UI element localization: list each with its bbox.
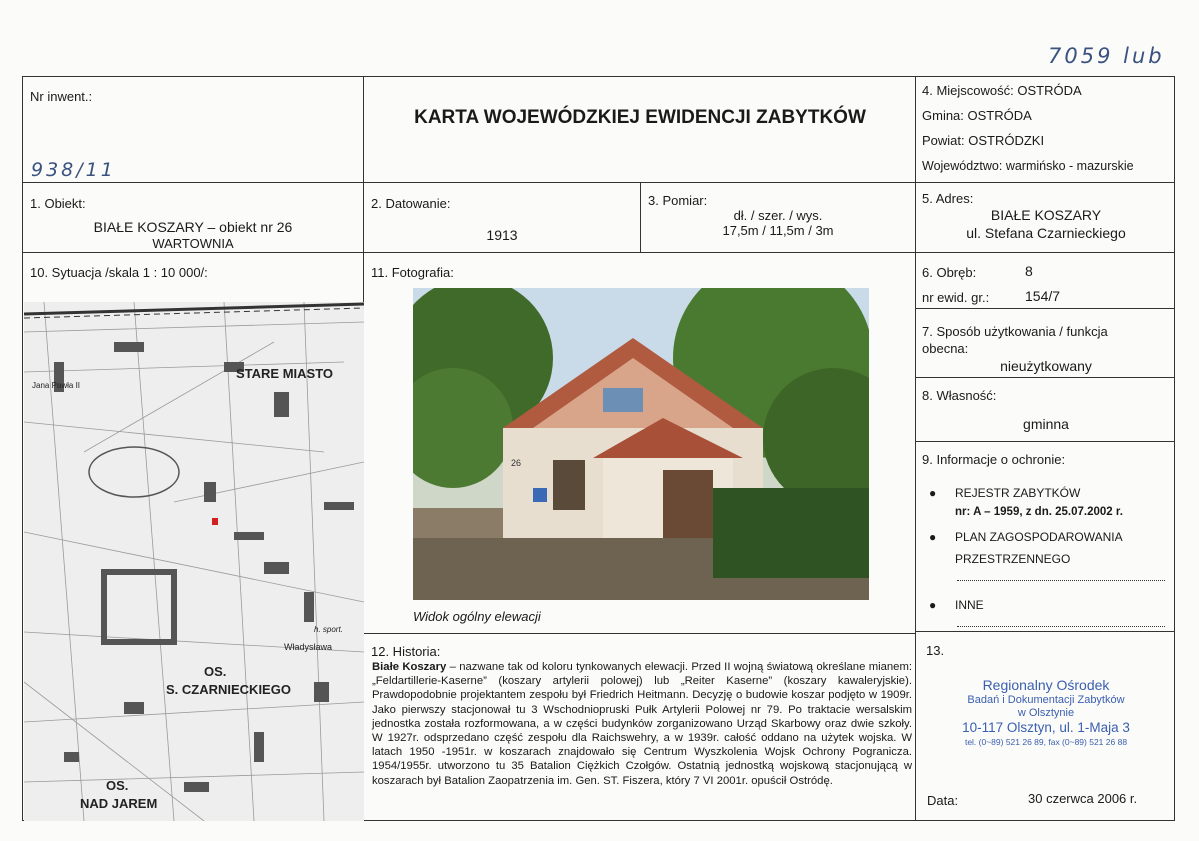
usage-label: 7. Sposób użytkowania / funkcja [922,324,1108,339]
map-drawing [24,302,364,821]
photo-label: 11. Fotografia: [371,265,454,280]
commune: Gmina: OSTRÓDA [922,108,1032,123]
map-label-district1: OS. [204,664,227,679]
register-label: REJESTR ZABYTKÓW [955,486,1081,500]
dating-value: 1913 [486,227,518,243]
section13-label: 13. [926,643,945,658]
other-label: INNE [955,598,984,612]
bullet-other: ● [929,598,937,612]
plot-label: nr ewid. gr.: [922,290,990,305]
address-line1: BIAŁE KOSZARY [990,207,1102,223]
object-location-marker [212,518,218,525]
map-label-sport: h. sport. [314,625,343,634]
date-label: Data: [927,793,959,808]
map-label-district2b: NAD JAREM [80,796,158,811]
row-divider [23,182,1175,183]
precinct-label: 6. Obręb: [922,265,977,280]
bullet-register: ● [929,486,937,500]
locality: 4. Miejscowość: OSTRÓDA [922,83,1082,98]
object-label: 1. Obiekt: [30,196,86,211]
row-divider [915,377,1175,378]
precinct-value: 8 [1025,263,1033,279]
card-title: KARTA WOJEWÓDZKIEJ EWIDENCJI ZABYTKÓW [414,107,866,128]
column-divider [915,77,916,821]
stamp-line2: Badań i Dokumentacji Zabytków [967,694,1125,706]
row-divider [23,252,1175,253]
history-body: – nazwane tak od koloru tynkowanych elewacji. Przed II wojną światową określane mianem: „Feldartillerie-Kaserne” (koszary artylerii polowej) lub „Reiter Kaserne” (koszary kawaleryjskie). Prawdopodobnie projektantem zespołu był Friedrich Heitmann. Decyzję o budowie koszar podjęto w 1909r. Jako pierwszy stacjonował tu 3 Wschodniopruski Pułk Artylerii Polowej nr 79. Po traktacie wersalskim jednostka została rozformowana, a w części budynków zorganizowano Urząd Skarbowy oraz dwie szkoły. W 1927r. odsprzedano część zespołu dla Raichswehry, a w 1939r. całość oddano na użytek wojska. W latach 1950 -1951r. w koszarach znajdowało się Centrum Wyszkolenia Wojsk Ochrony Pogranicza. 1954/1955r. utworzono tu 35 Batalion Ciężkich Czołgów. Ostatnią jednostką wojskową stacjonującą w koszarach był Batalion Zaopatrzenia im. Gen. ST. Fiszera, który 7 VI 2001r. opuścił Ostródę. [372,661,913,787]
measurement-label: 3. Pomiar: [648,193,708,208]
stamp-line4: 10-117 Olsztyn, ul. 1-Maja 3 [962,720,1130,735]
usage-value: nieużytkowany [1000,358,1092,374]
ownership-value: gminna [1023,416,1069,432]
building-photograph [413,288,869,600]
photo-building-number: 26 [511,458,522,468]
row-divider [915,308,1175,309]
date-value: 30 czerwca 2006 r. [1028,791,1138,806]
map-label-street1: Władysława [284,642,333,652]
plan-dotted-line [957,580,1165,581]
row-divider [363,633,915,634]
map-label-old-town: STARE MIASTO [236,366,334,381]
plan-label-2: PRZESTRZENNEGO [955,552,1071,566]
object-subname: WARTOWNIA [152,236,234,251]
page-number-handwritten: 7059 lub [1048,44,1165,68]
county: Powiat: OSTRÓDZKI [922,133,1045,148]
row-divider [915,441,1175,442]
map-label-street2: Jana Pawła II [32,381,81,390]
measurement-value: 17,5m / 11,5m / 3m [722,223,834,238]
plot-value: 154/7 [1025,288,1061,304]
row-divider [915,631,1175,632]
voivodeship: Województwo: warmińsko - mazurskie [922,159,1134,173]
other-dotted-line [957,626,1165,627]
history-text [372,660,912,788]
map-label-district2: OS. [106,778,129,793]
history-label: 12. Historia: [371,644,441,659]
measurement-header: dł. / szer. / wys. [733,208,823,223]
usage-label-2: obecna: [922,341,969,356]
dating-label: 2. Datowanie: [371,196,451,211]
inventory-label: Nr inwent.: [30,89,93,104]
history-lead: Białe Koszary [372,661,447,673]
stamp-line1: Regionalny Ośrodek [982,677,1110,693]
object-name: BIAŁE KOSZARY – obiekt nr 26 [93,219,293,235]
address-line2: ul. Stefana Czarnieckiego [966,225,1126,241]
heritage-record-card [22,76,1175,821]
ownership-label: 8. Własność: [922,388,997,403]
institution-stamp [931,677,1161,748]
protection-label: 9. Informacje o ochronie: [922,452,1066,467]
plan-label-1: PLAN ZAGOSPODAROWANIA [955,530,1123,544]
map-label-district1b: S. CZARNIECKIEGO [166,682,291,697]
stamp-line5: tel. (0~89) 521 26 89, fax (0~89) 521 26 88 [964,737,1128,747]
inventory-number-handwritten: 938/11 [31,159,116,181]
bullet-plan: ● [929,530,937,544]
stamp-line3: w Olsztynie [1017,707,1075,719]
photo-drawing [413,288,869,600]
situation-label: 10. Sytuacja /skala 1 : 10 000/: [30,265,208,280]
photo-caption: Widok ogólny elewacji [413,609,541,624]
situation-map [24,302,364,821]
address-label: 5. Adres: [922,191,974,206]
register-number: nr: A – 1959, z dn. 25.07.2002 r. [955,506,1123,518]
